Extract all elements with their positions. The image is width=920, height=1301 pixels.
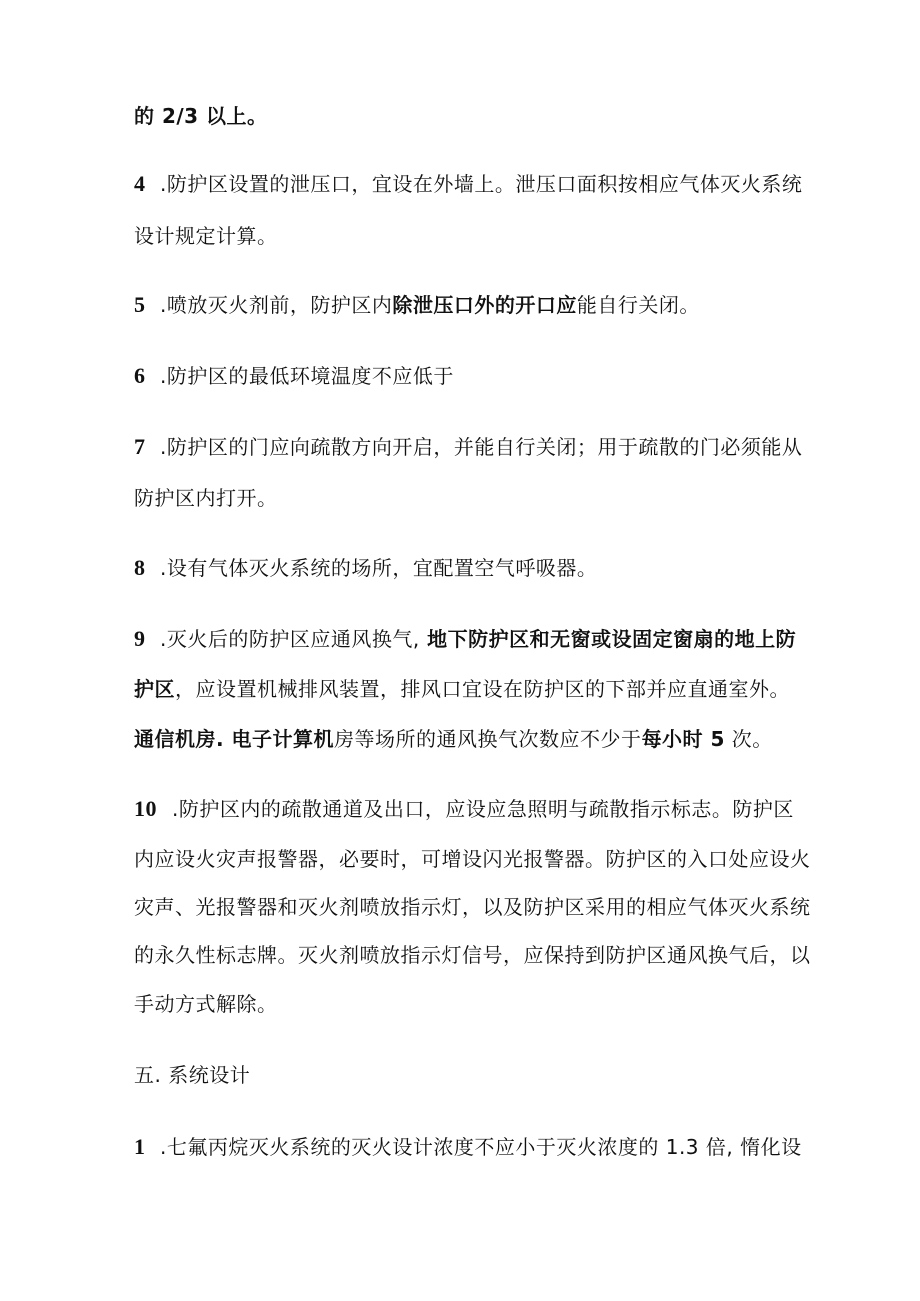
item-text: 手动方式解除。 [134, 992, 278, 1016]
item-text: ，应设置机械排风装置，排风口宜设在防护区的下部并应直通室外。 [175, 677, 790, 701]
text-line [134, 484, 278, 512]
text-line [134, 845, 811, 873]
item-text: .灭火后的防护区应通风换气, [160, 627, 420, 651]
item-number: 9 [134, 626, 146, 651]
item-number: 6 [134, 363, 146, 388]
list-item-10 [134, 795, 794, 823]
item-text: .防护区设置的泄压口，宜设在外墙上。泄压口面积按相应气体灭火系统 [160, 172, 803, 196]
item-number: 8 [134, 555, 146, 580]
item-text: .喷放灭火剂前，防护区内 [160, 293, 393, 317]
item-text: 能自行关闭。 [576, 293, 700, 317]
bold-text: 护区 [134, 677, 175, 701]
bold-text: 除泄压口外的开口应 [392, 293, 577, 317]
list-item-8 [134, 554, 597, 582]
item-text: .防护区的最低环境温度不应低于 [160, 364, 454, 388]
text-line [134, 941, 811, 969]
item-number: 1 [134, 1134, 146, 1159]
item-number: 4 [134, 171, 146, 196]
bold-text: 地下防护区和无窗或设固定窗扇的地上防 [419, 627, 797, 651]
item-text: .七氟丙烷灭火系统的灭火设计浓度不应小于灭火浓度的 1.3 倍, 惰化设 [160, 1135, 802, 1159]
text-line [134, 222, 278, 250]
item-text: 内应设火灾声报警器，必要时，可增设闪光报警器。防护区的入口处应设火 [134, 847, 811, 871]
list-item-4 [134, 170, 802, 198]
bold-text: 通信机房. 电子计算机 [134, 727, 335, 751]
section-title: 五. 系统设计 [134, 1063, 251, 1087]
bold-text: 每小时 5 [641, 727, 725, 751]
text-line [134, 990, 278, 1018]
item-number: 7 [134, 434, 146, 459]
item-number: 5 [134, 292, 146, 317]
text-line [134, 675, 790, 703]
list-item-7 [134, 433, 802, 461]
item-text: 设计规定计算。 [134, 224, 278, 248]
item-text: 防护区内打开。 [134, 486, 278, 510]
text-line [134, 893, 811, 921]
text-line [134, 725, 773, 753]
section-heading [134, 1061, 250, 1089]
list-item-5 [134, 291, 700, 319]
item-number: 10 [134, 796, 157, 821]
list-item-9 [134, 625, 796, 653]
item-text: .防护区内的疏散通道及出口，应设应急照明与疏散指示标志。防护区 [172, 797, 794, 821]
list-item-6 [134, 362, 454, 390]
text-line [134, 102, 268, 130]
list-item-1 [134, 1133, 802, 1161]
item-text: .设有气体灭火系统的场所，宜配置空气呼吸器。 [160, 556, 598, 580]
item-text: 房等场所的通风换气次数应不少于 [334, 727, 642, 751]
item-text: 次。 [724, 727, 773, 751]
item-text: 灾声、光报警器和灭火剂喷放指示灯，以及防护区采用的相应气体灭火系统 [134, 895, 811, 919]
item-text: .防护区的门应向疏散方向开启，并能自行关闭；用于疏散的门必须能从 [160, 435, 803, 459]
bold-text: 的 2/3 以上。 [134, 104, 268, 128]
item-text: 的永久性标志牌。灭火剂喷放指示灯信号，应保持到防护区通风换气后，以 [134, 943, 811, 967]
